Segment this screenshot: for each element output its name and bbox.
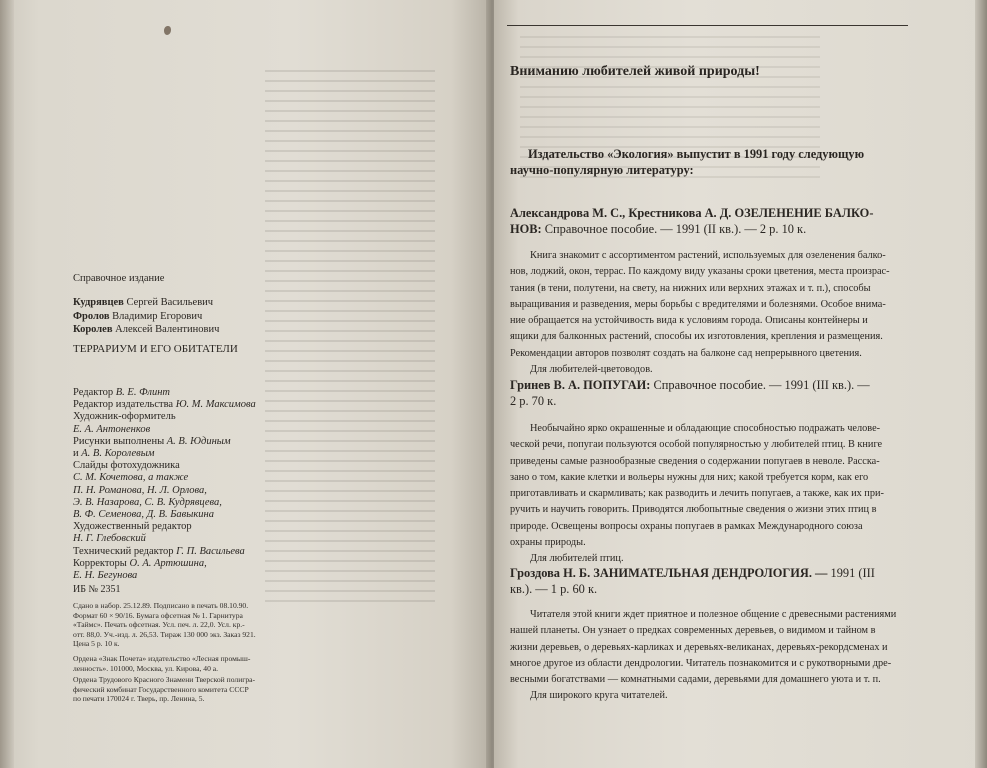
publisher-block: Ордена «Знак Почета» издательство «Лесная промыш- ленность». 101000, Москва, ул. Кирова, 40 а. [73,654,251,673]
intro-paragraph: Издательство «Экология» выпустит в 1991 году следующую научно-популярную литературу: [510,147,865,177]
book-description: Необычайно ярко окрашенные и обладающие способностью подражать челове- ческой речи, попугаи пользуются особой популярностью у любителей птиц. В книге приведены самые разнообразные сведения о содержании попугаев в неволе. Расска- зано о том, какие клетки и вольеры нужны для них; какой требуется корм, как его приготавливать и скармливать; как разводить и лечить попугаев, а также, как их при- ручить и научить говорить. Приводятся любопытные сведения о жизни этих птиц в природе. Освещены вопросы охраны попугаев в рамках Международного союза охраны природы. [510,423,884,549]
series-label: Справочное издание [73,273,165,284]
credit-line: Редактор В. Е. Флинт [73,387,170,398]
credit-line: Художник-оформитель [73,411,176,423]
isbn-line: ИБ № 2351 [73,584,121,595]
left-page [0,0,490,768]
credit-line: Слайды фотохудожника [73,460,180,472]
show-through-text [265,70,435,610]
author-list [73,296,219,337]
page-heading: Вниманию любителей живой природы! [510,64,760,79]
book-entry [510,377,916,564]
credit-line: Н. Г. Глебовский [73,533,146,545]
credit-line: Редактор издательства Ю. М. Максимова [73,399,256,411]
book-audience: Для любителей-цветоводов. [530,364,653,376]
credit-line: П. Н. Романова, Н. Л. Орлова, [73,484,207,496]
credit-line: Технический редактор Г. П. Васильева [73,545,245,557]
credit-line: и А. В. Королевым [73,448,155,460]
book-heading: Гринев В. А. ПОПУГАИ: Справочное пособие. — 1991 (III кв.). — 2 р. 70 к. [510,378,870,408]
book-heading: Гроздова Н. Б. ЗАНИМАТЕЛЬНАЯ ДЕНДРОЛОГИЯ. — 1991 (III кв.). — 1 р. 60 к. [510,566,875,596]
left-page-edge [0,0,14,768]
header-rule [507,25,908,26]
credit-line: Художественный редактор [73,521,192,533]
book-heading: Александрова М. С., Крестникова А. Д. ОЗЕЛЕНЕНИЕ БАЛКО- НОВ: Справочное пособие. — 1991 (II кв.). — 2 р. 10 к. [510,206,874,236]
credit-line: Е. А. Антоненков [73,423,151,435]
book-entry [510,205,916,375]
book-title: ТЕРРАРИУМ И ЕГО ОБИТАТЕЛИ [73,343,238,355]
credit-line: Э. В. Назарова, С. В. Кудрявцева, [73,496,222,508]
credit-line: В. Ф. Семенова, Д. В. Бавыкина [73,509,214,521]
book-audience: Для широкого круга читателей. [530,690,668,702]
imprint-block: Сдано в набор. 25.12.89. Подписано в печать 08.10.90. Формат 60 × 90/16. Бумага офсетная № 1. Гарнитура «Таймс». Печать офсетная. Усл. печ. л. 22,0. Усл. кр.- отт. 88,0. Уч.-изд. л. 26,53. Тираж 130 000 экз. Заказ 921. Цена 5 р. 10 к. [73,601,256,649]
printer-block: Ордена Трудового Красного Знамени Тверской полигра- фический комбинат Государственного комитета СССР по печати 170024 г. Тверь, пр. Ленина, 5. [73,675,256,704]
book-audience: Для любителей птиц. [530,553,624,565]
author-line: Королев Алексей Валентинович [73,324,220,336]
credit-line: Рисунки выполнены А. В. Юдиным [73,435,231,447]
paper-blemish [164,26,171,35]
book-description: Книга знакомит с ассортиментом растений, используемых для озеленения балко- нов, лоджий, окон, террас. По каждому виду указаны сроки цветения, места произрас- тания (в тени, полутени, на свету, на нижних или верхних этажах и т. п.), способы выращивания и разведения, меры борьбы с вредителями и болезнями. Особое внима- ние обращается на устойчивость вида к условиям города. Описаны контейнеры и ящики для балконных растений, способы их изготовления, крепления и размещения. Рекомендации авторов позволят создать на балконе сад непрерывного цветения. [510,250,890,359]
credit-line: С. М. Кочетова, а также [73,472,189,484]
author-line: Кудрявцев Сергей Васильевич [73,297,214,308]
credits-block [73,387,256,582]
credit-line: Е. Н. Бегунова [73,570,138,582]
right-page-edge [975,0,987,768]
book-entry [510,565,916,701]
book-description: Читателя этой книги ждет приятное и полезное общение с древесными растениями нашей планеты. Он узнает о предках современных деревьев, о видимом и тайном в жизни деревьев, о деревьях-карликах и деревьях-великанах, деревьях-рекордсменах и многое другое из области дендрологии. Читатель познакомится и с рукотворными дре- весными богатствами — комнатными садами, деревьями для домашнего уюта и т. п. [510,609,897,686]
author-line: Фролов Владимир Егорович [73,310,203,322]
credit-line: Корректоры О. А. Артюшина, [73,557,207,569]
